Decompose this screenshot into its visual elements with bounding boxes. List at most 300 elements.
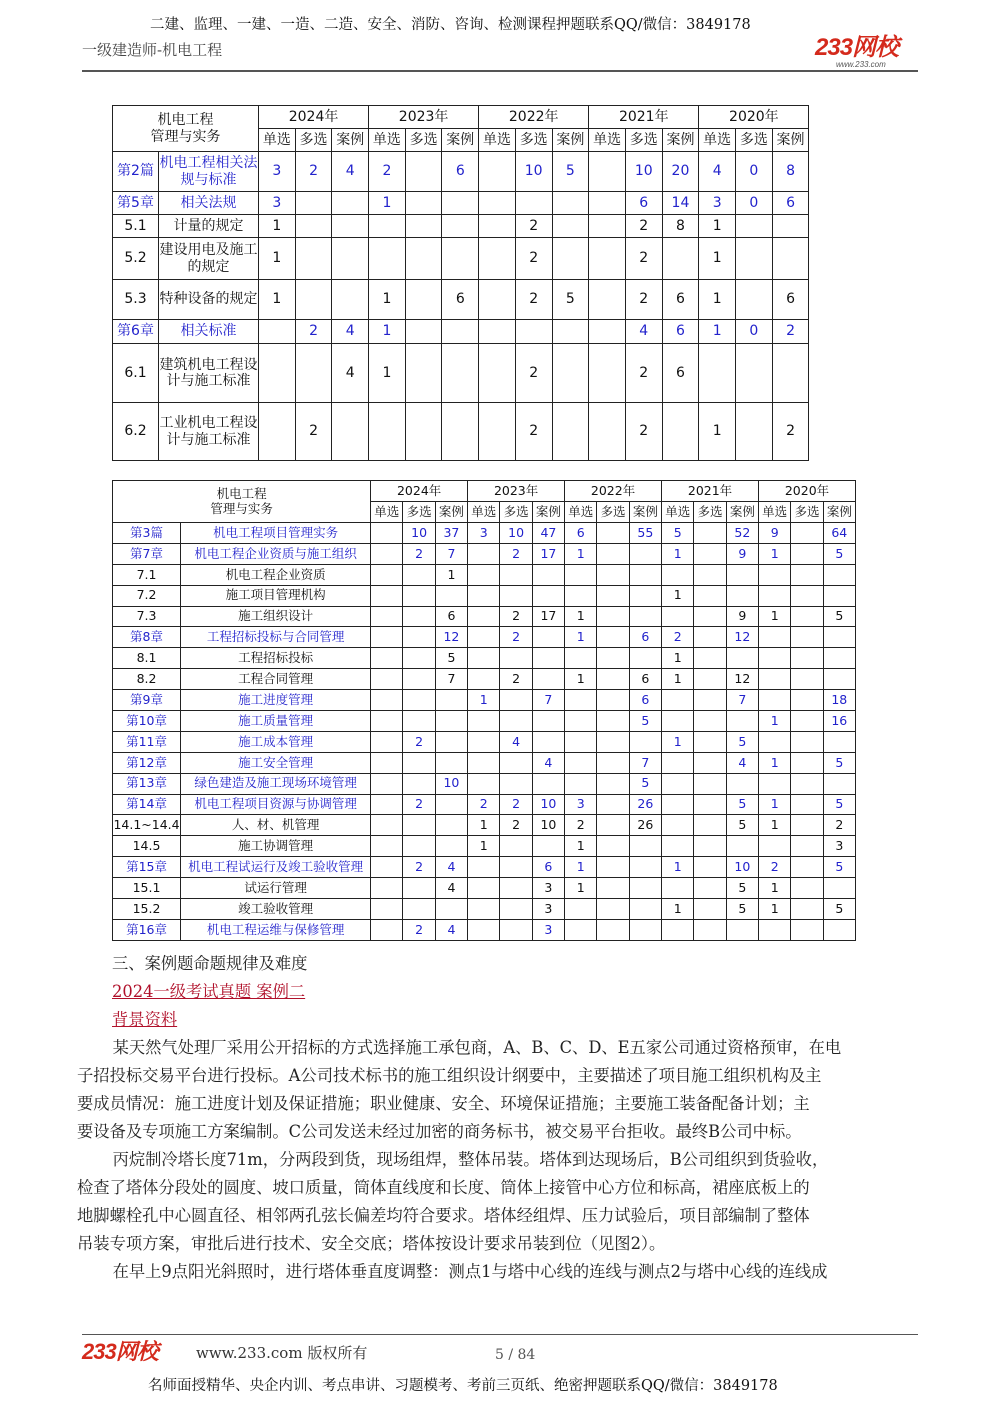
score-cell [694, 899, 726, 920]
score-cell: 5 [823, 899, 855, 920]
score-cell: 4 [532, 752, 564, 773]
chapter-number: 5.3 [113, 280, 159, 320]
score-cell [403, 773, 435, 794]
score-cell [662, 238, 699, 280]
chapter-name: 施工质量管理 [181, 711, 371, 732]
score-cell: 1 [662, 648, 694, 669]
chapter-number: 8.1 [113, 648, 181, 669]
question-type-header: 单选 [479, 129, 516, 152]
score-cell [736, 215, 773, 238]
score-cell: 5 [726, 794, 758, 815]
score-cell [479, 192, 516, 215]
score-cell [371, 857, 403, 878]
score-cell [597, 878, 629, 899]
score-cell: 6 [662, 344, 699, 403]
score-cell: 4 [726, 752, 758, 773]
score-cell [468, 857, 500, 878]
question-type-header: 单选 [369, 129, 406, 152]
chapter-name: 计量的规定 [159, 215, 259, 238]
chapter-name: 相关标准 [159, 320, 259, 344]
score-cell: 1 [468, 690, 500, 711]
score-cell [694, 794, 726, 815]
score-cell [759, 731, 791, 752]
score-cell: 1 [699, 280, 736, 320]
score-cell [597, 752, 629, 773]
score-cell: 2 [515, 215, 552, 238]
score-cell [694, 627, 726, 648]
score-cell [597, 857, 629, 878]
score-cell [791, 543, 823, 564]
table-row [113, 690, 856, 711]
score-cell: 10 [625, 152, 662, 192]
score-cell [500, 648, 532, 669]
score-cell [597, 543, 629, 564]
chapter-name: 建设用电及施工的规定 [159, 238, 259, 280]
year-header: 2020年 [759, 481, 856, 502]
score-cell: 10 [435, 773, 467, 794]
score-cell [515, 320, 552, 344]
score-cell: 2 [500, 627, 532, 648]
score-cell [435, 752, 467, 773]
score-cell [468, 543, 500, 564]
score-cell: 7 [726, 690, 758, 711]
chapter-name: 机电工程企业资质与施工组织 [181, 543, 371, 564]
chapter-number: 5.2 [113, 238, 159, 280]
score-cell: 6 [625, 192, 662, 215]
chapter-number: 第13章 [113, 773, 181, 794]
score-cell [371, 773, 403, 794]
footer-copyright: www.233.com 版权所有 [196, 1344, 368, 1362]
score-cell [532, 711, 564, 732]
chapter-name: 绿色建造及施工现场环境管理 [181, 773, 371, 794]
score-cell: 7 [532, 690, 564, 711]
year-header: 2023年 [468, 481, 565, 502]
question-type-header: 多选 [625, 129, 662, 152]
score-cell: 20 [662, 152, 699, 192]
chapter-name: 工程招标投标 [181, 648, 371, 669]
score-cell [726, 836, 758, 857]
score-cell: 52 [726, 523, 758, 544]
score-cell [597, 899, 629, 920]
score-cell [694, 731, 726, 752]
score-cell [552, 238, 589, 280]
year-header: 2024年 [371, 481, 468, 502]
score-cell: 6 [629, 669, 661, 690]
score-cell [791, 669, 823, 690]
chapter-name: 施工安全管理 [181, 752, 371, 773]
score-cell: 10 [532, 794, 564, 815]
question-type-header: 多选 [791, 502, 823, 523]
score-cell: 64 [823, 523, 855, 544]
score-cell [332, 403, 369, 461]
score-cell [629, 857, 661, 878]
score-cell [442, 192, 479, 215]
score-cell: 2 [295, 403, 332, 461]
score-cell: 5 [726, 878, 758, 899]
score-cell: 2 [500, 794, 532, 815]
score-cell [662, 752, 694, 773]
score-cell [371, 627, 403, 648]
background-label-link[interactable]: 背景资料 [112, 1010, 178, 1029]
page-number: 5 / 84 [495, 1347, 536, 1363]
score-cell [468, 752, 500, 773]
score-cell: 2 [565, 815, 597, 836]
score-cell: 9 [759, 523, 791, 544]
score-cell [442, 238, 479, 280]
score-cell: 1 [435, 564, 467, 585]
score-cell: 3 [532, 899, 564, 920]
score-cell [565, 585, 597, 606]
table-row [113, 919, 856, 940]
score-cell: 26 [629, 815, 661, 836]
score-cell [589, 403, 626, 461]
score-cell: 2 [662, 627, 694, 648]
score-cell: 1 [662, 543, 694, 564]
score-cell: 8 [772, 152, 809, 192]
chapter-number: 7.1 [113, 564, 181, 585]
score-cell [629, 878, 661, 899]
score-cell: 2 [295, 152, 332, 192]
score-cell [468, 711, 500, 732]
score-cell [791, 711, 823, 732]
score-cell: 1 [699, 238, 736, 280]
score-cell [479, 152, 516, 192]
paragraph-line: 地脚螺栓孔中心圆直径、相邻两孔弦长偏差均符合要求。塔体经组焊、压力试验后，项目部编制了整体 [77, 1206, 810, 1225]
score-cell [597, 606, 629, 627]
score-cell [759, 773, 791, 794]
score-cell [435, 731, 467, 752]
table-corner-header: 机电工程 管理与实务 [113, 481, 371, 523]
score-cell: 2 [625, 344, 662, 403]
table-row [113, 543, 856, 564]
chapter-number: 第6章 [113, 320, 159, 344]
score-cell [468, 585, 500, 606]
score-cell [589, 238, 626, 280]
score-cell: 1 [259, 238, 296, 280]
score-cell [694, 606, 726, 627]
score-cell: 1 [699, 403, 736, 461]
chapter-name: 施工项目管理机构 [181, 585, 371, 606]
score-cell [736, 280, 773, 320]
footer-logo: 233网校 [82, 1339, 158, 1364]
score-cell [442, 403, 479, 461]
score-cell: 4 [699, 152, 736, 192]
score-cell: 2 [403, 857, 435, 878]
score-cell [694, 878, 726, 899]
score-cell: 1 [759, 606, 791, 627]
score-cell: 2 [759, 857, 791, 878]
score-cell: 1 [759, 815, 791, 836]
score-cell [629, 731, 661, 752]
chapter-number: 第9章 [113, 690, 181, 711]
exam-stats-table-regulations [112, 105, 809, 461]
question-type-header: 多选 [515, 129, 552, 152]
question-type-header: 单选 [662, 502, 694, 523]
question-type-header: 单选 [371, 502, 403, 523]
score-cell [759, 648, 791, 669]
score-cell [500, 752, 532, 773]
table-row [113, 606, 856, 627]
score-cell [772, 215, 809, 238]
table-row [113, 731, 856, 752]
score-cell: 10 [500, 523, 532, 544]
question-type-header: 案例 [332, 129, 369, 152]
score-cell [500, 899, 532, 920]
chapter-name: 施工成本管理 [181, 731, 371, 752]
score-cell: 6 [772, 280, 809, 320]
score-cell: 5 [726, 815, 758, 836]
question-type-header: 案例 [552, 129, 589, 152]
chapter-name: 机电工程相关法规与标准 [159, 152, 259, 192]
score-cell [532, 773, 564, 794]
chapter-number: 14.1~14.4 [113, 815, 181, 836]
score-cell: 1 [565, 857, 597, 878]
table-row [113, 627, 856, 648]
score-cell [759, 564, 791, 585]
score-cell [371, 543, 403, 564]
score-cell: 37 [435, 523, 467, 544]
score-cell [468, 606, 500, 627]
score-cell [629, 648, 661, 669]
score-cell: 6 [532, 857, 564, 878]
score-cell [403, 648, 435, 669]
score-cell [662, 711, 694, 732]
case-title-link[interactable]: 2024一级考试真题 案例二 [112, 982, 306, 1001]
score-cell [405, 152, 442, 192]
score-cell: 2 [468, 794, 500, 815]
score-cell [403, 606, 435, 627]
year-header: 2023年 [369, 106, 479, 129]
year-header: 2021年 [589, 106, 699, 129]
chapter-name: 机电工程项目资源与协调管理 [181, 794, 371, 815]
chapter-name: 施工协调管理 [181, 836, 371, 857]
table-row [113, 815, 856, 836]
score-cell [332, 238, 369, 280]
score-cell [694, 585, 726, 606]
question-type-header: 多选 [736, 129, 773, 152]
score-cell [500, 878, 532, 899]
score-cell [597, 690, 629, 711]
score-cell: 1 [369, 320, 406, 344]
score-cell [405, 238, 442, 280]
score-cell [597, 815, 629, 836]
score-cell [662, 606, 694, 627]
score-cell [597, 731, 629, 752]
question-type-header: 案例 [726, 502, 758, 523]
brand-logo-url: www.233.com [836, 60, 886, 69]
paragraph-line: 在早上9点阳光斜照时，进行塔体垂直度调整：测点1与塔中心线的连线与测点2与塔中心线的连线成 [80, 1262, 828, 1281]
score-cell: 2 [403, 543, 435, 564]
score-cell [694, 711, 726, 732]
table-row [113, 152, 809, 192]
score-cell: 0 [736, 320, 773, 344]
score-cell [468, 627, 500, 648]
score-cell [479, 238, 516, 280]
score-cell [295, 344, 332, 403]
score-cell [403, 627, 435, 648]
score-cell [500, 919, 532, 940]
score-cell [435, 836, 467, 857]
score-cell: 5 [823, 606, 855, 627]
question-type-header: 多选 [694, 502, 726, 523]
score-cell: 6 [629, 627, 661, 648]
score-cell [565, 773, 597, 794]
score-cell [565, 711, 597, 732]
score-cell [479, 403, 516, 461]
score-cell [589, 215, 626, 238]
score-cell: 8 [662, 215, 699, 238]
score-cell: 1 [662, 669, 694, 690]
chapter-number: 第11章 [113, 731, 181, 752]
year-header: 2022年 [479, 106, 589, 129]
table-row [113, 192, 809, 215]
score-cell [662, 836, 694, 857]
year-header: 2020年 [699, 106, 809, 129]
paragraph-line: 子招投标交易平台进行投标。A公司技术标书的施工组织设计纲要中，主要描述了项目施工组织机构及主 [77, 1066, 822, 1085]
score-cell [442, 320, 479, 344]
score-cell: 16 [823, 711, 855, 732]
score-cell [552, 403, 589, 461]
score-cell: 4 [332, 344, 369, 403]
score-cell: 2 [500, 543, 532, 564]
chapter-number: 第3篇 [113, 523, 181, 544]
chapter-name: 机电工程项目管理实务 [181, 523, 371, 544]
score-cell [442, 344, 479, 403]
score-cell [500, 857, 532, 878]
score-cell [371, 794, 403, 815]
score-cell [405, 192, 442, 215]
score-cell [532, 731, 564, 752]
question-type-header: 单选 [259, 129, 296, 152]
chapter-number: 15.1 [113, 878, 181, 899]
brand-logo: 233网校 [815, 34, 899, 61]
table-row [113, 403, 809, 461]
score-cell: 55 [629, 523, 661, 544]
score-cell [371, 919, 403, 940]
table-row [113, 711, 856, 732]
score-cell [259, 320, 296, 344]
score-cell: 2 [625, 403, 662, 461]
score-cell [759, 919, 791, 940]
footer-divider [82, 1334, 918, 1335]
score-cell [662, 815, 694, 836]
score-cell: 2 [369, 152, 406, 192]
score-cell [759, 690, 791, 711]
score-cell [435, 794, 467, 815]
score-cell [565, 564, 597, 585]
header-divider [82, 70, 918, 72]
score-cell [662, 403, 699, 461]
table-row [113, 773, 856, 794]
score-cell [479, 344, 516, 403]
score-cell [442, 215, 479, 238]
score-cell: 1 [468, 836, 500, 857]
score-cell [823, 585, 855, 606]
score-cell: 4 [332, 152, 369, 192]
score-cell: 4 [332, 320, 369, 344]
chapter-number: 14.5 [113, 836, 181, 857]
score-cell [371, 731, 403, 752]
score-cell: 2 [625, 238, 662, 280]
score-cell: 5 [629, 711, 661, 732]
score-cell: 6 [662, 320, 699, 344]
score-cell [791, 648, 823, 669]
score-cell [589, 280, 626, 320]
score-cell [791, 731, 823, 752]
score-cell [791, 919, 823, 940]
score-cell [565, 731, 597, 752]
score-cell [532, 564, 564, 585]
score-cell: 17 [532, 543, 564, 564]
chapter-number: 7.2 [113, 585, 181, 606]
score-cell: 0 [736, 192, 773, 215]
score-cell [371, 815, 403, 836]
table-corner-header: 机电工程 管理与实务 [113, 106, 259, 152]
score-cell: 1 [699, 215, 736, 238]
score-cell [565, 648, 597, 669]
score-cell: 4 [435, 919, 467, 940]
score-cell [726, 711, 758, 732]
score-cell [405, 344, 442, 403]
score-cell [597, 919, 629, 940]
score-cell: 2 [500, 669, 532, 690]
table-row [113, 752, 856, 773]
score-cell [369, 215, 406, 238]
score-cell [726, 648, 758, 669]
score-cell [403, 711, 435, 732]
score-cell: 2 [515, 280, 552, 320]
score-cell [823, 773, 855, 794]
score-cell [403, 669, 435, 690]
score-cell [662, 919, 694, 940]
score-cell [726, 564, 758, 585]
score-cell: 3 [532, 878, 564, 899]
score-cell [435, 815, 467, 836]
score-cell: 4 [625, 320, 662, 344]
score-cell: 2 [625, 280, 662, 320]
score-cell [468, 878, 500, 899]
document-title: 一级建造师-机电工程 [82, 41, 223, 59]
score-cell: 1 [565, 606, 597, 627]
score-cell: 5 [726, 899, 758, 920]
score-cell: 4 [435, 878, 467, 899]
chapter-number: 6.1 [113, 344, 159, 403]
score-cell [468, 648, 500, 669]
chapter-number: 第10章 [113, 711, 181, 732]
score-cell: 1 [565, 543, 597, 564]
paragraph-line: 吊装专项方案，审批后进行技术、安全交底；塔体按设计要求吊装到位（见图2）。 [77, 1234, 666, 1253]
question-type-header: 多选 [405, 129, 442, 152]
chapter-name: 竣工验收管理 [181, 899, 371, 920]
score-cell [405, 320, 442, 344]
score-cell: 6 [435, 606, 467, 627]
score-cell [589, 320, 626, 344]
score-cell [435, 711, 467, 732]
score-cell [403, 752, 435, 773]
score-cell [500, 711, 532, 732]
section-heading: 三、案例题命题规律及难度 [112, 954, 308, 973]
chapter-name: 试运行管理 [181, 878, 371, 899]
score-cell [726, 773, 758, 794]
chapter-number: 15.2 [113, 899, 181, 920]
footer-promo: 名师面授精华、央企内训、考点串讲、习题模考、考前三页纸、绝密押题联系QQ/微信：3849178 [148, 1378, 778, 1394]
score-cell [629, 564, 661, 585]
score-cell [597, 627, 629, 648]
score-cell: 47 [532, 523, 564, 544]
score-cell [371, 523, 403, 544]
question-type-header: 案例 [532, 502, 564, 523]
score-cell: 3 [259, 152, 296, 192]
